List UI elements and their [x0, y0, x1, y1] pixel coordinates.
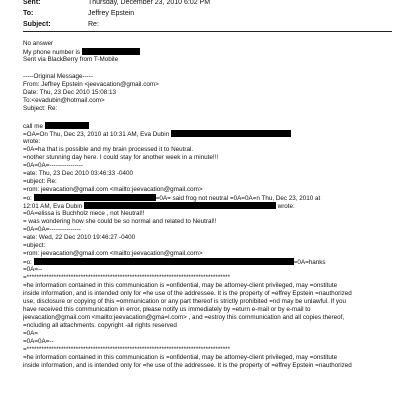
- redaction-block: [45, 122, 89, 129]
- redaction-block: [82, 48, 140, 55]
- body-line: =0A=elissa is Buchholz niece , not Neutral!!: [23, 210, 145, 217]
- body-line: =ate: Wed, 22 Dec 2010 19:46:27 -0400: [23, 234, 136, 241]
- body-line: wrote:: [23, 138, 41, 145]
- body-line: =0A=ha that is possible and my brain processed it to Neutral.: [23, 146, 194, 153]
- body-line: =0A=--: [23, 266, 43, 273]
- body-line: =ubject: Re:: [23, 178, 57, 185]
- body-line: My phone number is: [23, 48, 396, 56]
- redaction-block: [34, 194, 156, 201]
- body-line: Subject: Re:: [23, 105, 58, 112]
- body-line: =ubject:: [23, 242, 46, 249]
- body-line: -----Original Message-----: [23, 73, 93, 80]
- to-value: Jeffrey Epstein: [88, 10, 135, 17]
- body-line: =***********************************************************************************: [23, 274, 231, 281]
- body-line: inside information, and is intended only for =he use of the addressee. It is the property of =effrey Epstein =nauthorized: [23, 290, 352, 297]
- to-label: To:: [23, 10, 34, 17]
- body-line: From: Jeffrey Epstein <jeevacation@gmail.com>: [23, 81, 159, 88]
- subject-value: Re:: [88, 21, 99, 28]
- body-line: have received this communication in error, please notify us immediately by =eturn e-mail or by e-mail to: [23, 306, 311, 313]
- body-line: =he information contained in this communication is =onfidential, may be attorney-client privileged, may =onstitute: [23, 354, 338, 361]
- body-line: =rom: jeevacation@gmail.com <mailto:jeevacation@gmail.com>: [23, 186, 203, 193]
- body-line: =he information contained in this communication is =onfidential, may be attorney-client privileged, may =onstitute: [23, 282, 338, 289]
- body-line: use, disclosure or copying of this =ommunication or any part thereof is strictly prohibited =nd may be unlawful. If you: [23, 298, 347, 305]
- body-line: =0A=0A=--: [23, 338, 54, 345]
- redaction-block: [84, 202, 276, 209]
- body-line: =0A=0A=---------------: [23, 226, 81, 233]
- body-line: No answer: [23, 40, 54, 47]
- body-line: =o: =0A= said frog not neutral =0A=0A=n Thu, Dec 23, 2010 at: [23, 195, 321, 202]
- body-line: =rom: jeevacation@gmail.com <mailto:jeevacation@gmail.com>: [23, 250, 203, 257]
- body-line: call me: [23, 122, 396, 130]
- body-line: =ncluding all attachments. copyright -all rights reserved: [23, 322, 177, 329]
- body-line: Date: Thu, 23 Dec 2010 15:08:13: [23, 89, 117, 96]
- body-line: Sent via BlackBerry from T-Mobile: [23, 56, 119, 63]
- redaction-block: [34, 258, 294, 265]
- sent-label: Sent:: [23, 0, 41, 6]
- body-line: jeevacation@gmail.com <mailto:jeevacation@gma=l.com> , and =estroy this communication and all copies thereof,: [23, 314, 345, 321]
- body-line: inside information, and is intended only for =he use of the addressee. It is the property of =effrey Epstein =nauthorized: [23, 362, 352, 369]
- header-rule: [23, 31, 392, 32]
- body-line: =OA=On Thu, Dec 23, 2010 at 10:31 AM, Eva Dubin: [23, 130, 396, 138]
- body-line: =***********************************************************************************: [23, 346, 231, 353]
- body-line: To:<evadubin@hotmail.com>: [23, 97, 105, 104]
- body-line: =ate: Thu, 23 Dec 2010 03:46:33 -0400: [23, 170, 133, 177]
- body-line: =nother stunning day here. I could stay for another week in a minute!!!: [23, 154, 219, 161]
- subject-label: Subject:: [23, 21, 51, 28]
- body-line: 12:01 AM, Eva Dubin wrote:: [23, 203, 295, 210]
- body-line: =0A=: [23, 330, 39, 337]
- sent-value: Thursday, December 23, 2010 6:02 PM: [88, 0, 211, 6]
- body-line: = was wondering how she could be so normal and related to Neutral!!: [23, 218, 217, 225]
- body-line: =0A=0A=----------------: [23, 162, 83, 169]
- body-line: =o: =0A=hanks: [23, 259, 326, 266]
- redaction-block: [171, 130, 291, 137]
